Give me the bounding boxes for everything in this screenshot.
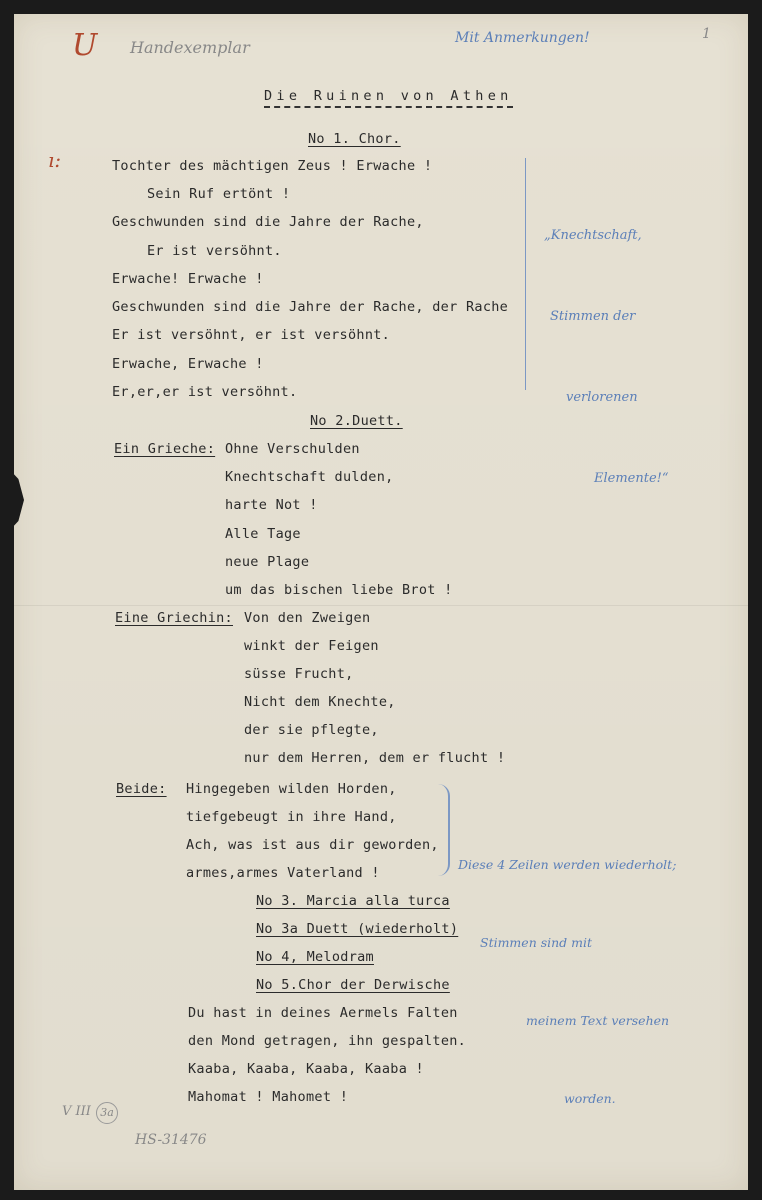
text-line: Mahomat ! Mahomet ! bbox=[188, 1089, 349, 1105]
text-line: neue Plage bbox=[225, 554, 310, 570]
circled-number: 3a bbox=[96, 1102, 118, 1124]
number-heading: No 4, Melodram bbox=[256, 949, 374, 965]
text-line: Erwache! Erwache ! bbox=[112, 271, 264, 287]
text-line: Ach, was ist aus dir geworden, bbox=[186, 837, 439, 853]
pencil-note-handexemplar: Handexemplar bbox=[130, 38, 250, 57]
speaker-label: Ein Grieche: bbox=[114, 441, 216, 457]
text-line: um das bischen liebe Brot ! bbox=[225, 582, 453, 598]
text-line: Nicht dem Knechte, bbox=[244, 694, 396, 710]
shelf-number: HS-31476 bbox=[135, 1132, 207, 1148]
text-line: winkt der Feigen bbox=[244, 638, 379, 654]
fold-line bbox=[14, 605, 748, 606]
text-line: Erwache, Erwache ! bbox=[112, 356, 264, 372]
archive-mark: V III bbox=[62, 1104, 91, 1119]
speaker-label: Eine Griechin: bbox=[115, 610, 233, 626]
text-line: Alle Tage bbox=[225, 526, 301, 542]
section-heading-2: No 2.Duett. bbox=[310, 413, 403, 429]
speaker-label: Beide: bbox=[116, 781, 167, 797]
page-number: 1 bbox=[702, 26, 711, 42]
text-line: Tochter des mächtigen Zeus ! Erwache ! bbox=[112, 158, 433, 174]
brace-mark bbox=[436, 784, 450, 876]
text-line: Geschwunden sind die Jahre der Rache, der Rache bbox=[112, 299, 509, 315]
text-line: Er ist versöhnt. bbox=[147, 243, 282, 259]
red-pencil-mark: U bbox=[72, 28, 98, 63]
blue-note-top: Mit Anmerkungen! bbox=[455, 30, 590, 46]
number-heading: No 3. Marcia alla turca bbox=[256, 893, 450, 909]
text-line: nur dem Herren, dem er flucht ! bbox=[244, 750, 506, 766]
text-line: armes,armes Vaterland ! bbox=[186, 865, 380, 881]
text-line: der sie pflegte, bbox=[244, 722, 379, 738]
text-line: harte Not ! bbox=[225, 497, 318, 513]
text-line: süsse Frucht, bbox=[244, 666, 354, 682]
margin-line bbox=[525, 158, 526, 390]
text-line: Geschwunden sind die Jahre der Rache, bbox=[112, 214, 424, 230]
text-line: Du hast in deines Aermels Falten bbox=[188, 1005, 458, 1021]
text-line: Er,er,er ist versöhnt. bbox=[112, 384, 298, 400]
text-line: Er ist versöhnt, er ist versöhnt. bbox=[112, 327, 391, 343]
margin-note-2: Diese 4 Zeilen werden wiederholt; Stimmen sind mit meinem Text versehen worden. bbox=[458, 857, 677, 1106]
text-line: Kaaba, Kaaba, Kaaba, Kaaba ! bbox=[188, 1061, 424, 1077]
margin-note-1: „Knechtschaft, Stimmen der verlorenen Elemente!“ bbox=[544, 228, 669, 486]
red-margin-mark: ı: bbox=[48, 148, 62, 172]
text-line: tiefgebeugt in ihre Hand, bbox=[186, 809, 397, 825]
text-line: Knechtschaft dulden, bbox=[225, 469, 394, 485]
text-line: Ohne Verschulden bbox=[225, 441, 360, 457]
number-heading: No 3a Duett (wiederholt) bbox=[256, 921, 459, 937]
section-heading-1: No 1. Chor. bbox=[308, 131, 401, 147]
text-line: Von den Zweigen bbox=[244, 610, 371, 626]
text-line: Sein Ruf ertönt ! bbox=[147, 186, 291, 202]
text-line: Hingegeben wilden Horden, bbox=[186, 781, 397, 797]
text-line: den Mond getragen, ihn gespalten. bbox=[188, 1033, 467, 1049]
number-heading: No 5.Chor der Derwische bbox=[256, 977, 450, 993]
document-title: Die Ruinen von Athen bbox=[264, 88, 513, 108]
